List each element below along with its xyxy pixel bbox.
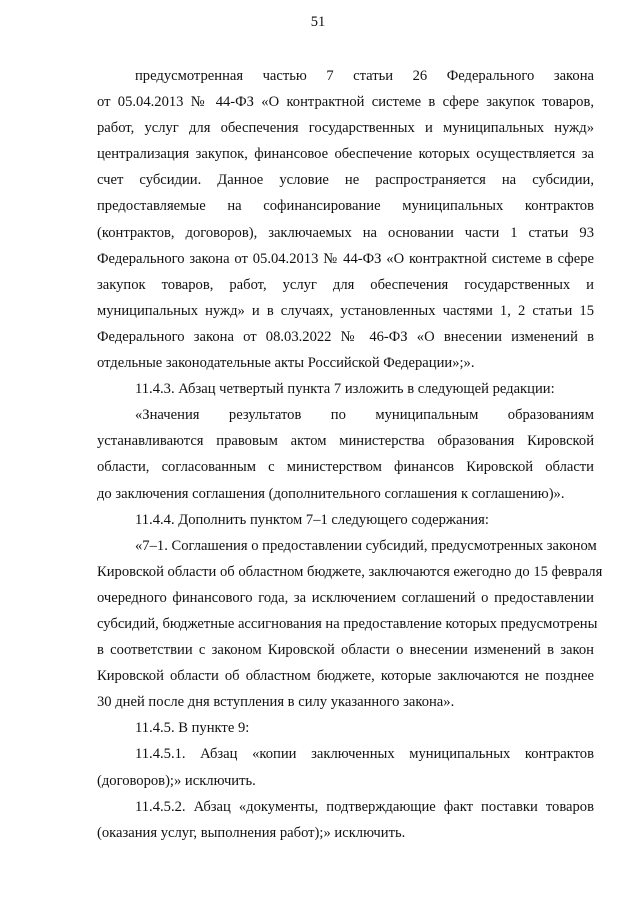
text-line: 11.4.5. В пункте 9: [135,720,250,737]
text-line: предусмотренная частью 7 статьи 26 Федерального закона [135,68,594,84]
paragraph-continuation [97,63,594,376]
text-line: от 05.04.2013 № 44-ФЗ «О контрактной системе в сфере закупок товаров, [97,94,594,111]
paragraph-11-4-4 [97,507,594,533]
text-line: 11.4.5.2. Абзац «документы, подтверждающие факт поставки товаров [135,798,594,815]
text-line: 11.4.3. Абзац четвертый пункта 7 изложить в следующей редакции: [135,381,555,398]
text-line: 11.4.4. Дополнить пунктом 7–1 следующего содержания: [135,511,489,528]
text-line: (контрактов, договоров), заключаемых на основании части 1 статьи 93 [97,224,594,241]
text-line: 11.4.5.1. Абзац «копии заключенных муниципальных контрактов [135,746,594,763]
text-line: очередного финансового года, за исключением соглашений о предоставлении [97,589,594,606]
text-line: «7–1. Соглашения о предоставлении субсидий, предусмотренных законом [135,537,597,554]
text-line: Кировской области об областном бюджете, которые заключаются не позднее [97,668,594,685]
text-line: муниципальных нужд» и в случаях, установленных частями 1, 2 статьи 15 [97,302,594,319]
page-number: 51 [310,14,326,30]
text-line: устанавливаются правовым актом министерства образования Кировской [97,433,594,450]
text-line: (оказания услуг, выполнения работ);» исключить. [97,824,406,841]
text-line: предоставляемые на софинансирование муниципальных контрактов [97,198,594,215]
text-line: централизация закупок, финансовое обеспечение которых осуществляется за [97,146,594,163]
text-line: (договоров);» исключить. [97,772,256,789]
text-line: работ, услуг для обеспечения государственных и муниципальных нужд» [97,120,594,137]
text-line: 30 дней после дня вступления в силу указанного закона». [97,694,455,711]
paragraph-11-4-3 [97,376,594,402]
text-line: «Значения результатов по муниципальным образованиям [135,407,594,424]
paragraph-11-4-5 [97,715,594,741]
text-line: отдельные законодательные акты Российской Федерации»;». [97,355,475,372]
text-line: в соответствии с законом Кировской области о внесении изменений в закон [97,642,594,659]
paragraph-11-4-5-1 [97,741,594,793]
paragraph-quote-results [97,402,594,506]
text-line: до заключения соглашения (дополнительного соглашения к соглашению)». [97,485,565,502]
text-line: Федерального закона от 08.03.2022 № 46-ФЗ «О внесении изменений в [97,328,594,345]
text-line: Кировской области об областном бюджете, заключаются ежегодно до 15 февраля [97,563,603,580]
paragraph-quote-7-1 [97,533,603,716]
paragraph-11-4-5-2 [97,794,594,846]
text-line: закупок товаров, работ, услуг для обеспечения государственных и [97,276,594,293]
document-body [97,63,603,846]
text-line: счет субсидии. Данное условие не распространяется на субсидии, [97,172,594,189]
text-line: субсидий, бюджетные ассигнования на предоставление которых предусмотрены [97,615,598,632]
text-line: области, согласованным с министерством финансов Кировской области [97,459,594,476]
text-line: Федерального закона от 05.04.2013 № 44-ФЗ «О контрактной системе в сфере [97,250,594,267]
